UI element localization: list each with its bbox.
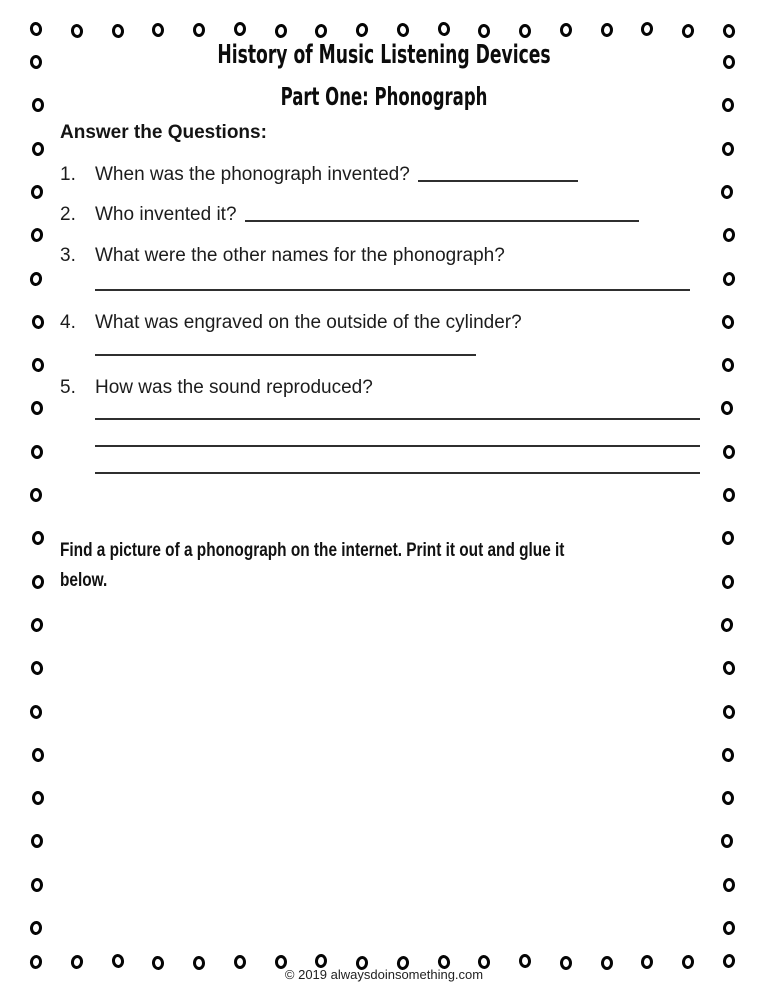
border-dot-icon: [233, 22, 246, 37]
question-number: 4.: [60, 312, 76, 333]
question-list: [60, 162, 710, 474]
border-dot-icon: [31, 401, 44, 416]
answer-blank: [245, 216, 639, 222]
border-dot-icon: [111, 23, 124, 38]
border-dot-icon: [355, 22, 370, 38]
border-dot-icon: [519, 23, 531, 37]
border-dot-icon: [721, 357, 735, 373]
question-text: Who invented it?: [95, 204, 237, 225]
border-dot-icon: [720, 401, 733, 416]
page-title: History of Music Listening Devices: [217, 40, 551, 70]
instruction-text: [60, 536, 760, 596]
question-number: 2.: [60, 204, 76, 225]
question-number: 1.: [60, 164, 76, 185]
border-dot-icon: [720, 617, 734, 633]
border-dot-icon: [31, 747, 44, 762]
answer-blank-line: [95, 354, 476, 356]
border-dot-icon: [722, 22, 736, 38]
border-dot-icon: [31, 834, 43, 848]
border-dot-icon: [274, 23, 287, 38]
section-heading: Answer the Questions:: [60, 122, 267, 143]
border-dot-icon: [600, 22, 613, 37]
border-dot-icon: [723, 444, 735, 458]
footer-copyright: © 2019 alwaysdoinsomething.com: [284, 967, 484, 982]
border-dot-icon: [30, 877, 43, 892]
border-dot-icon: [193, 23, 205, 37]
question-row: [60, 310, 710, 336]
border-dot-icon: [31, 314, 45, 330]
border-dot-icon: [722, 920, 735, 935]
question-text: What were the other names for the phonograph?: [95, 245, 505, 266]
border-dot-icon: [29, 660, 43, 676]
border-dot-icon: [314, 23, 328, 39]
border-dot-icon: [721, 747, 734, 762]
border-dot-icon: [723, 877, 736, 892]
question-number: 3.: [60, 245, 76, 266]
answer-blank-line: [95, 289, 690, 291]
instruction-line: below.: [60, 570, 108, 591]
answer-blank-line: [95, 445, 700, 447]
border-dot-icon: [722, 660, 737, 676]
question-row: [60, 243, 710, 269]
border-dot-icon: [478, 24, 491, 39]
border-dot-icon: [396, 22, 410, 38]
page-subtitle: Part One: Phonograph: [280, 82, 488, 111]
question-text: What was engraved on the outside of the cylinder?: [95, 312, 522, 333]
border-dot-icon: [722, 227, 736, 243]
border-dot-icon: [721, 704, 735, 720]
border-dot-icon: [720, 184, 733, 199]
border-dot-icon: [31, 791, 43, 805]
border-dot-icon: [30, 55, 43, 70]
border-dot-icon: [722, 55, 735, 70]
border-dot-icon: [721, 791, 734, 806]
question-row: [60, 162, 710, 188]
answer-blank-line: [95, 472, 700, 474]
border-dot-icon: [31, 531, 44, 546]
answer-blank-line: [95, 418, 700, 420]
border-dot-icon: [722, 98, 734, 112]
border-dot-icon: [31, 141, 44, 156]
border-dot-icon: [641, 21, 655, 37]
question-row: [60, 375, 710, 401]
question-number: 5.: [60, 377, 76, 398]
border-dot-icon: [152, 23, 165, 38]
question-text: How was the sound reproduced?: [95, 377, 373, 398]
border-dot-icon: [722, 488, 734, 502]
border-dot-icon: [560, 23, 572, 37]
border-dot-icon: [31, 574, 45, 590]
question-text: When was the phonograph invented?: [95, 164, 410, 185]
border-dot-icon: [721, 270, 735, 286]
border-dot-icon: [30, 488, 42, 502]
border-dot-icon: [721, 834, 733, 848]
border-dot-icon: [437, 21, 451, 36]
border-dot-icon: [29, 704, 43, 720]
border-dot-icon: [32, 98, 44, 112]
answer-blank: [418, 176, 578, 182]
border-dot-icon: [30, 617, 44, 633]
border-dot-icon: [30, 445, 42, 459]
border-dot-icon: [29, 21, 44, 37]
border-dot-icon: [29, 270, 44, 286]
questions-section: [60, 120, 710, 474]
border-dot-icon: [31, 357, 45, 372]
border-dot-icon: [70, 23, 84, 39]
border-dot-icon: [29, 920, 43, 935]
question-row: [60, 202, 710, 228]
border-dot-icon: [29, 227, 43, 243]
border-dot-icon: [721, 314, 735, 330]
border-dot-icon: [30, 184, 43, 199]
border-dot-icon: [681, 23, 695, 39]
border-dot-icon: [721, 141, 733, 155]
instruction-line: Find a picture of a phonograph on the internet. Print it out and glue it: [60, 540, 565, 561]
